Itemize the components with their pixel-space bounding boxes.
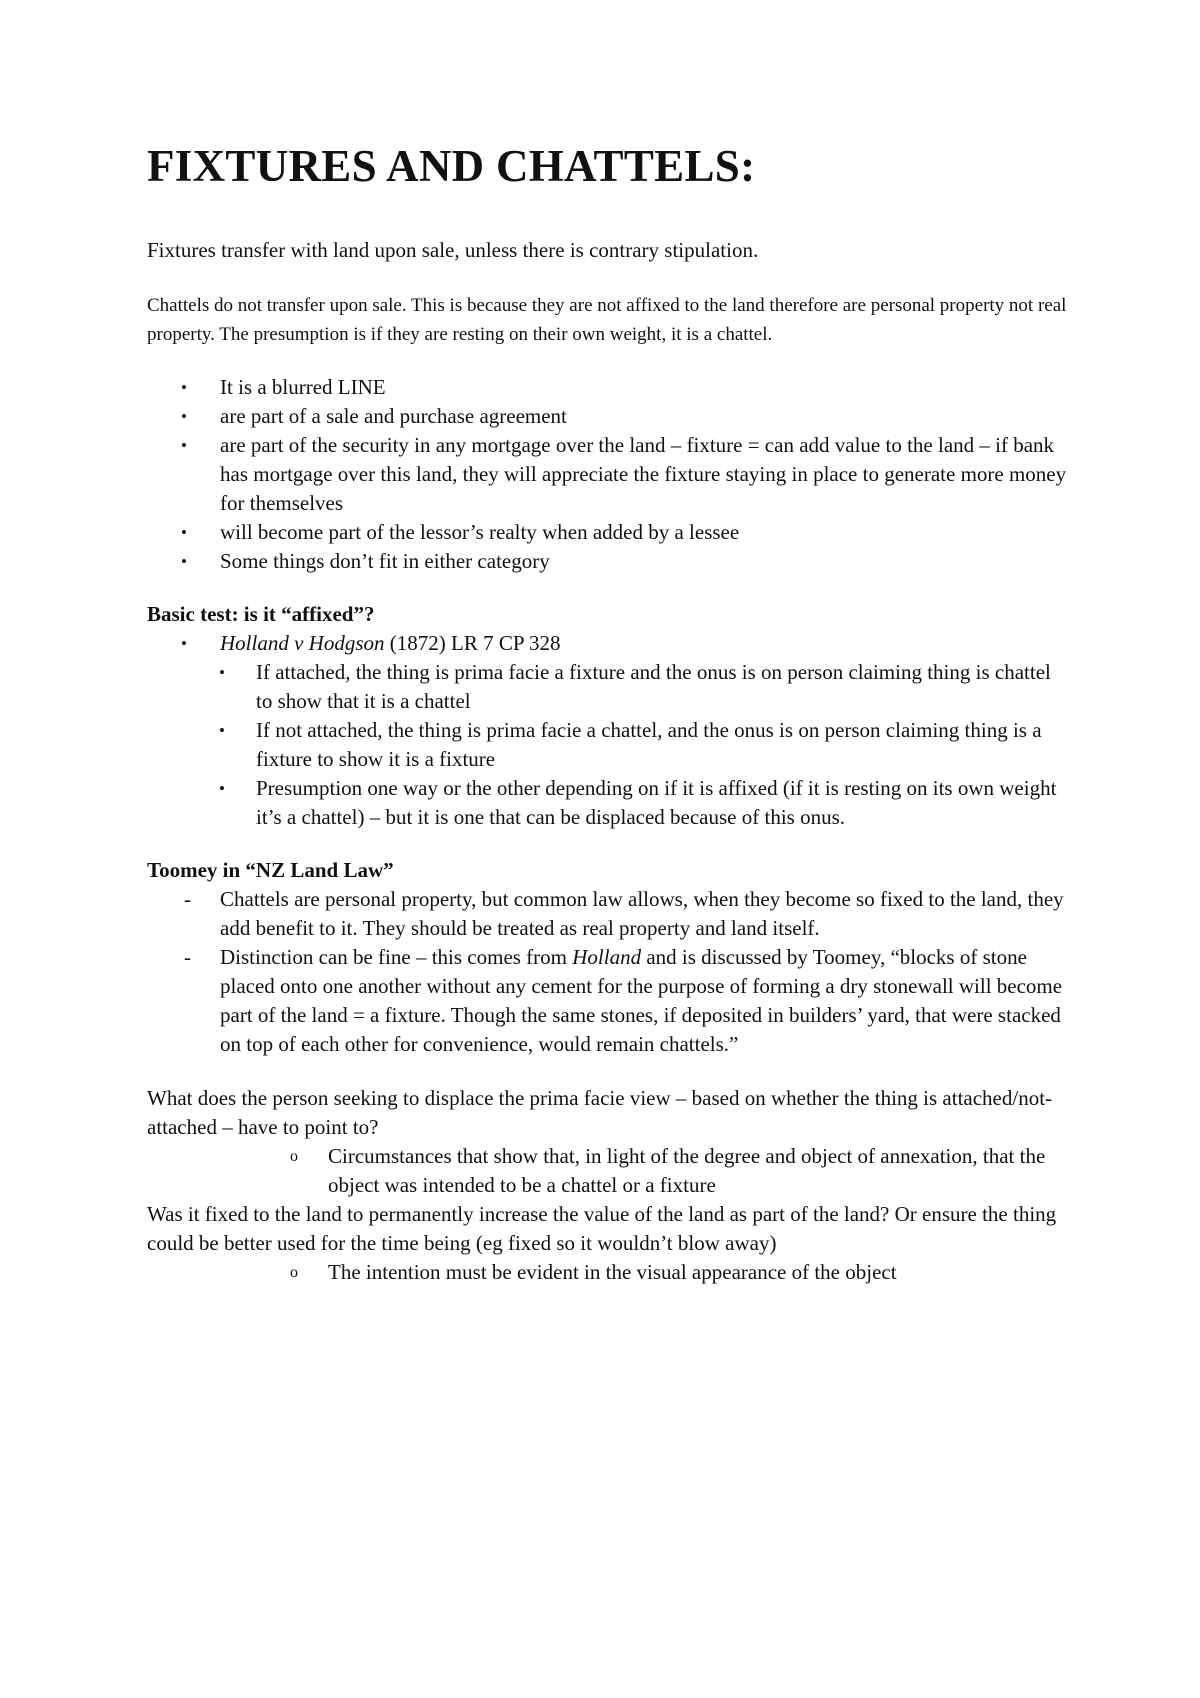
list-item bbox=[147, 547, 1067, 576]
case-citation: (1872) LR 7 CP 328 bbox=[384, 631, 561, 655]
case-bullet-list bbox=[147, 629, 1067, 658]
bullet-marker: • bbox=[219, 721, 225, 740]
list-item-text: Circumstances that show that, in light of the degree and object of annexation, that the object was intended to be a chattel or a fixture bbox=[328, 1144, 1046, 1197]
bullet-marker: • bbox=[181, 523, 187, 542]
circle-marker: o bbox=[290, 1148, 298, 1165]
dash-marker: - bbox=[184, 887, 191, 911]
list-item bbox=[147, 402, 1067, 431]
case-points-list bbox=[147, 658, 1067, 832]
list-item bbox=[147, 716, 1067, 774]
list-item-text: Chattels are personal property, but common law allows, when they become so fixed to the land, they add benefit to it. They should be treated as real property and land itself. bbox=[220, 887, 1064, 940]
intro-paragraph: Fixtures transfer with land upon sale, unless there is contrary stipulation. bbox=[147, 238, 759, 262]
list-item bbox=[147, 943, 1067, 1059]
list-item bbox=[147, 518, 1067, 547]
document-content bbox=[147, 138, 1067, 1287]
list-item-text: The intention must be evident in the visual appearance of the object bbox=[328, 1260, 897, 1284]
list-item-text: If not attached, the thing is prima facie a chattel, and the onus is on person claiming thing is a fixture to show it is a fixture bbox=[256, 718, 1042, 771]
bullet-marker: • bbox=[181, 552, 187, 571]
displace-question: What does the person seeking to displace the prima facie view – based on whether the thing is attached/not-attached – have to point to? bbox=[147, 1086, 1053, 1139]
intention-question: Was it fixed to the land to permanently increase the value of the land as part of the land? Or ensure the thing could be better used for the time being (eg fixed so it wouldn’t blow away) bbox=[147, 1202, 1057, 1255]
list-item bbox=[147, 885, 1067, 943]
circle-marker: o bbox=[290, 1264, 298, 1281]
list-item-text: are part of a sale and purchase agreement bbox=[220, 404, 567, 428]
case-name: Holland v Hodgson bbox=[220, 631, 385, 655]
intention-sub-list bbox=[147, 1258, 1067, 1287]
list-item-text: If attached, the thing is prima facie a fixture and the onus is on person claiming thing is chattel to show that it is a chattel bbox=[256, 660, 1051, 713]
list-item-text: will become part of the lessor’s realty when added by a lessee bbox=[220, 520, 740, 544]
list-item bbox=[147, 1258, 1067, 1287]
list-item bbox=[147, 629, 1067, 658]
list-item bbox=[147, 774, 1067, 832]
list-item-text: are part of the security in any mortgage over the land – fixture = can add value to the land – if bank has mortgage over this land, they will appreciate the fixture staying in place to generate more money for themselves bbox=[220, 433, 1067, 515]
list-item-text: It is a blurred LINE bbox=[220, 375, 386, 399]
bullet-marker: • bbox=[181, 436, 187, 455]
list-item bbox=[147, 1142, 1067, 1200]
toomey-heading: Toomey in “NZ Land Law” bbox=[147, 858, 394, 882]
bullet-marker: • bbox=[219, 663, 225, 682]
toomey-dash-list bbox=[147, 885, 1067, 1059]
bullet-marker: • bbox=[181, 634, 187, 653]
basic-test-heading: Basic test: is it “affixed”? bbox=[147, 602, 375, 626]
list-item-text: Some things don’t fit in either category bbox=[220, 549, 550, 573]
dash-marker: - bbox=[184, 945, 191, 969]
document-title: FIXTURES AND CHATTELS: bbox=[147, 141, 756, 191]
list-item bbox=[147, 373, 1067, 402]
list-item bbox=[147, 431, 1067, 518]
chattels-paragraph: Chattels do not transfer upon sale. This is because they are not affixed to the land therefore are personal property not real property. The presumption is if they are resting on their own weight, it is a chattel. bbox=[147, 295, 1067, 345]
displace-sub-list bbox=[147, 1142, 1067, 1200]
bullet-marker: • bbox=[181, 407, 187, 426]
list-item-text-end: and is discussed by Toomey, “blocks of stone placed onto one another without any cement for the purpose of forming a dry stonewall will become part of the land = a fixture. Though the same stones, if deposited in builders’ yard, that were stacked on top of each other for convenience, would remain chattels.” bbox=[220, 945, 1063, 1056]
list-item-text-start: Distinction can be fine – this comes from bbox=[220, 945, 573, 969]
case-reference: Holland bbox=[572, 945, 642, 969]
bullet-marker: • bbox=[219, 779, 225, 798]
overview-bullet-list bbox=[147, 373, 1067, 576]
list-item bbox=[147, 658, 1067, 716]
list-item-text: Presumption one way or the other depending on if it is affixed (if it is resting on its own weight it’s a chattel) – but it is one that can be displaced because of this onus. bbox=[256, 776, 1057, 829]
bullet-marker: • bbox=[181, 378, 187, 397]
